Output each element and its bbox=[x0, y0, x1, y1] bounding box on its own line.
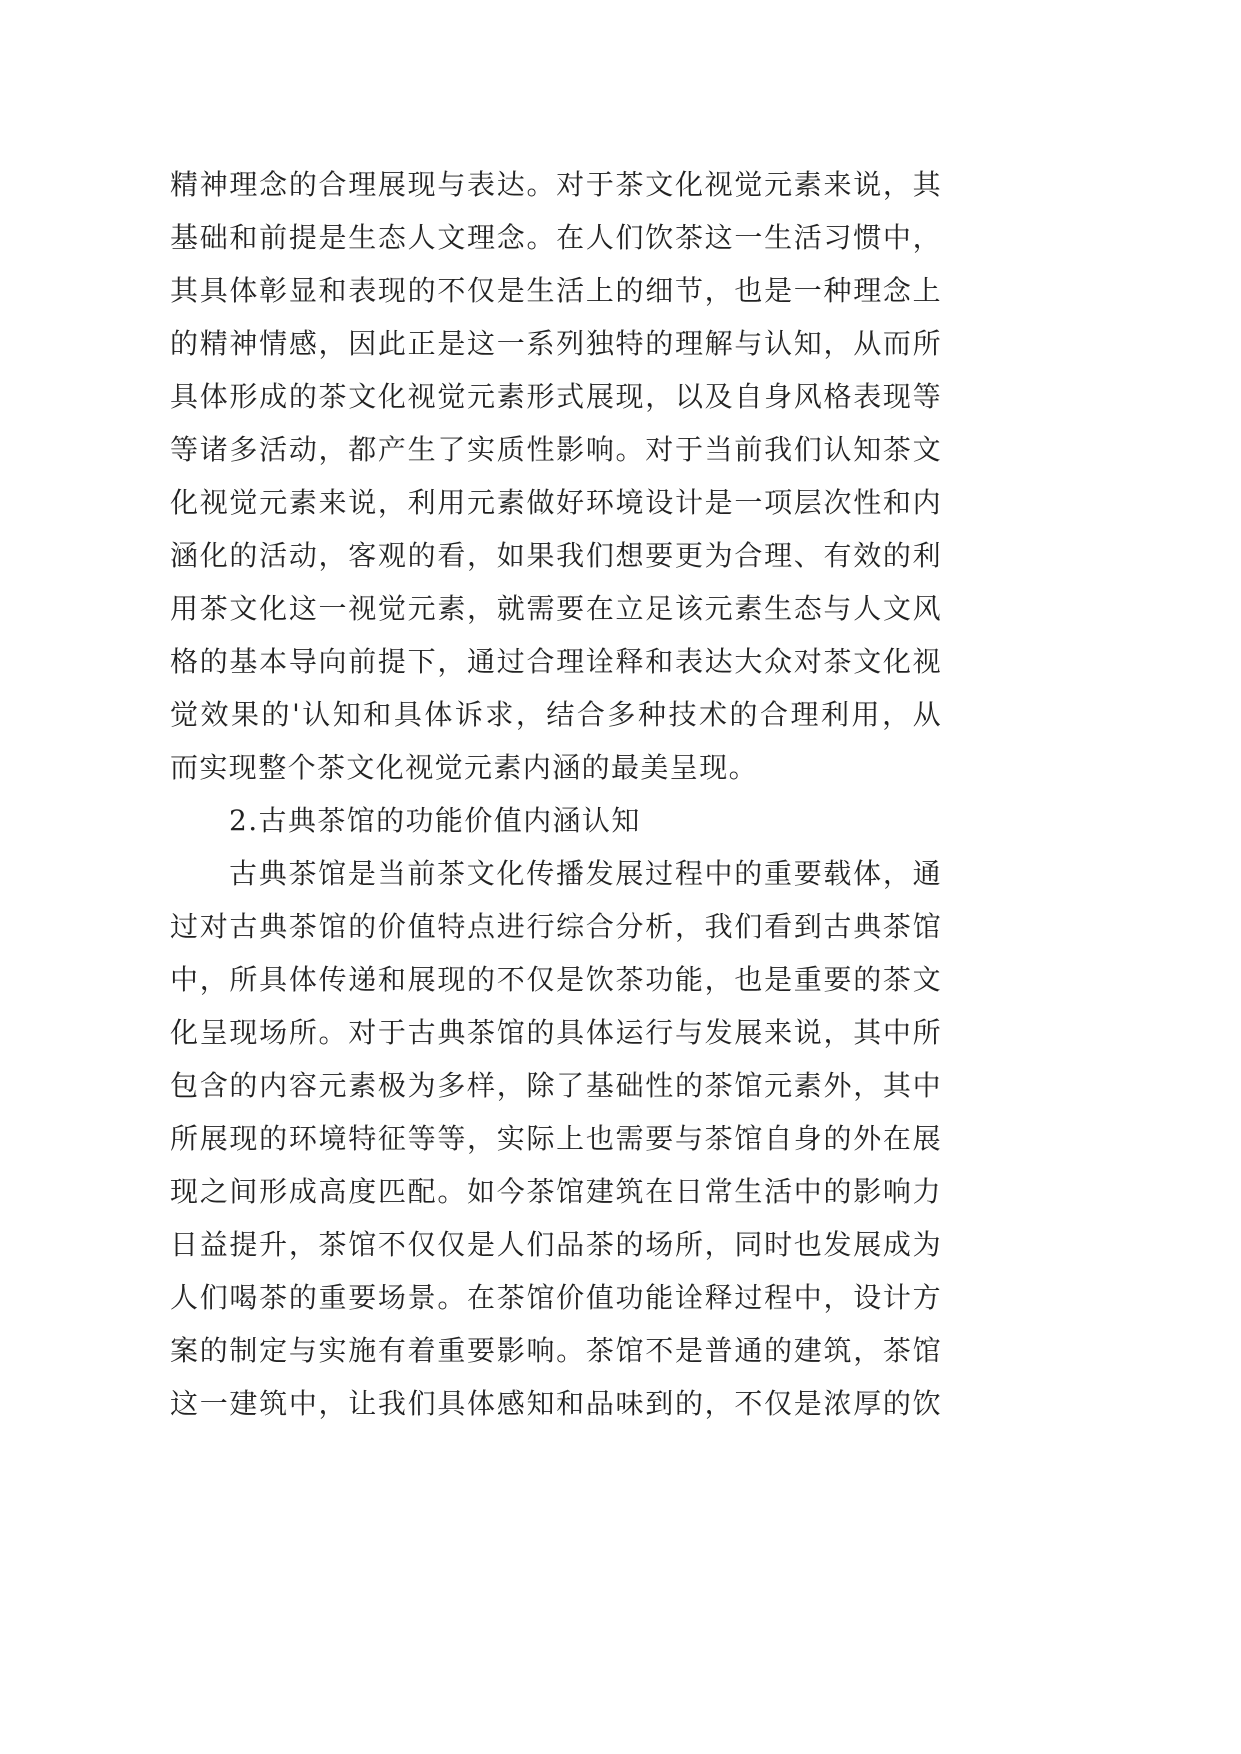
text-line: 觉效果的'认知和具体诉求，结合多种技术的合理利用，从 bbox=[170, 698, 942, 731]
text-line: 化视觉元素来说，利用元素做好环境设计是一项层次性和内 bbox=[170, 486, 942, 519]
text-line: 格的基本导向前提下，通过合理诠释和表达大众对茶文化视 bbox=[170, 645, 942, 678]
text-line: 包含的内容元素极为多样，除了基础性的茶馆元素外，其中 bbox=[170, 1069, 942, 1102]
text-line: 等诸多活动，都产生了实质性影响。对于当前我们认知茶文 bbox=[170, 433, 942, 466]
text-line: 过对古典茶馆的价值特点进行综合分析，我们看到古典茶馆 bbox=[170, 910, 942, 943]
text-line: 人们喝茶的重要场景。在茶馆价值功能诠释过程中，设计方 bbox=[170, 1281, 942, 1314]
body-paragraph-continued bbox=[170, 158, 942, 794]
text-line: 基础和前提是生态人文理念。在人们饮茶这一生活习惯中， bbox=[170, 221, 942, 254]
text-line: 涵化的活动，客观的看，如果我们想要更为合理、有效的利 bbox=[170, 539, 942, 572]
text-line: 日益提升，茶馆不仅仅是人们品茶的场所，同时也发展成为 bbox=[170, 1228, 942, 1261]
text-line: 用茶文化这一视觉元素，就需要在立足该元素生态与人文风 bbox=[170, 592, 942, 625]
text-line: 现之间形成高度匹配。如今茶馆建筑在日常生活中的影响力 bbox=[170, 1175, 942, 1208]
text-line: 其具体彰显和表现的不仅是生活上的细节，也是一种理念上 bbox=[170, 274, 942, 307]
text-line: 案的制定与实施有着重要影响。茶馆不是普通的建筑，茶馆 bbox=[170, 1334, 942, 1367]
section-heading: 2.古典茶馆的功能价值内涵认知 bbox=[229, 804, 641, 837]
document-body bbox=[170, 158, 942, 1430]
text-line: 化呈现场所。对于古典茶馆的具体运行与发展来说，其中所 bbox=[170, 1016, 942, 1049]
text-line: 的精神情感，因此正是这一系列独特的理解与认知，从而所 bbox=[170, 327, 942, 360]
text-line: 具体形成的茶文化视觉元素形式展现，以及自身风格表现等 bbox=[170, 380, 942, 413]
body-paragraph-teahouse bbox=[170, 847, 942, 1430]
text-line: 古典茶馆是当前茶文化传播发展过程中的重要载体，通 bbox=[229, 857, 942, 890]
text-line: 所展现的环境特征等等，实际上也需要与茶馆自身的外在展 bbox=[170, 1122, 942, 1155]
text-line: 这一建筑中，让我们具体感知和品味到的，不仅是浓厚的饮 bbox=[170, 1387, 942, 1420]
text-line: 精神理念的合理展现与表达。对于茶文化视觉元素来说，其 bbox=[170, 168, 942, 201]
text-line: 而实现整个茶文化视觉元素内涵的最美呈现。 bbox=[170, 751, 759, 784]
text-line: 中，所具体传递和展现的不仅是饮茶功能，也是重要的茶文 bbox=[170, 963, 942, 996]
